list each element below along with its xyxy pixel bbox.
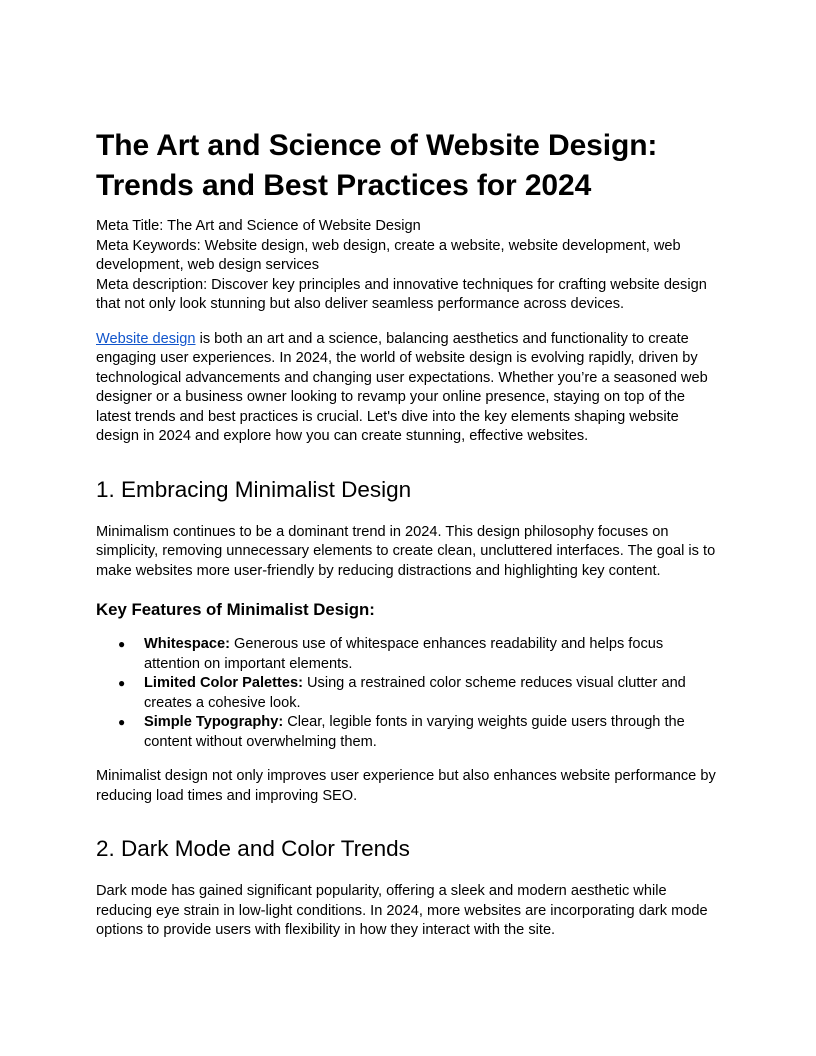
meta-keywords-line: Meta Keywords: Website design, web design, create a website, website development, web development, web design services (96, 237, 681, 273)
section1-subheading: Key Features of Minimalist Design: (96, 600, 375, 619)
list-item-text: Generous use of whitespace enhances readability and helps focus attention on important elements. (144, 636, 664, 672)
list-item-term: Simple Typography: (144, 714, 284, 730)
bullet-icon: ● (118, 637, 126, 651)
bullet-icon: ● (118, 715, 126, 729)
list-item-text: Clear, legible fonts in varying weights guide users through the content without overwhelming them. (144, 714, 685, 750)
list-item-term: Whitespace: (144, 636, 230, 652)
section2-paragraph: Dark mode has gained significant popularity, offering a sleek and modern aesthetic while reducing eye strain in low-light conditions. In 2024, more websites are incorporating dark mode options to provide users with flexibility in how they interact with the site. (96, 883, 708, 938)
list-item-text: Using a restrained color scheme reduces visual clutter and creates a cohesive look. (144, 675, 686, 711)
section1-closing-paragraph: Minimalist design not only improves user experience but also enhances website performance by reducing load times and improving SEO. (96, 768, 716, 804)
page-title: The Art and Science of Website Design: Trends and Best Practices for 2024 (96, 129, 658, 202)
meta-block (96, 217, 722, 315)
minimalist-features-list (96, 635, 722, 752)
section2-heading: 2. Dark Mode and Color Trends (96, 836, 410, 861)
meta-description-line: Meta description: Discover key principles and innovative techniques for crafting website design that not only look stunning but also deliver seamless performance across devices. (96, 276, 707, 312)
list-item (96, 674, 722, 713)
section1-heading: 1. Embracing Minimalist Design (96, 476, 412, 502)
intro-text: is both an art and a science, balancing aesthetics and functionality to create engaging user experiences. In 2024, the world of website design is evolving rapidly, driven by technological advancements and changing user expectations. Whether you’re a seasoned web designer or a business owner looking to revamp your online presence, staying on top of the latest trends and best practices is crucial. Let's dive into the key elements shaping website design in 2024 and explore how you can create stunning, effective websites. (96, 330, 708, 444)
intro-paragraph (96, 330, 722, 447)
document-page (96, 126, 722, 941)
bullet-icon: ● (118, 676, 126, 690)
list-item (96, 713, 722, 752)
list-item (96, 635, 722, 674)
website-design-link[interactable]: Website design (96, 330, 196, 347)
list-item-term: Limited Color Palettes: (144, 675, 303, 691)
meta-title-line: Meta Title: The Art and Science of Website Design (96, 218, 421, 234)
section1-paragraph: Minimalism continues to be a dominant trend in 2024. This design philosophy focuses on simplicity, removing unnecessary elements to create clean, uncluttered interfaces. The goal is to make websites more user-friendly by reducing distractions and highlighting key content. (96, 523, 716, 579)
